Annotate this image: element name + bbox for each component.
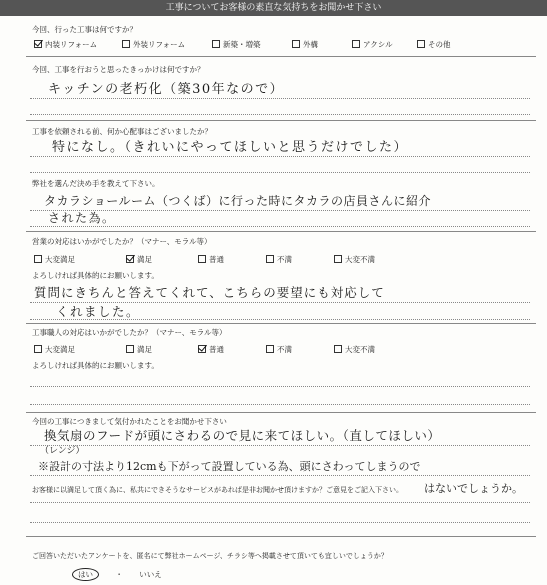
- answer-line: [30, 98, 530, 99]
- q9-options: [72, 568, 162, 581]
- answer-line: [30, 386, 530, 387]
- q5-option-label: 大変不満: [345, 255, 375, 264]
- checkbox-icon: [266, 255, 274, 263]
- checkbox-icon: [334, 255, 342, 263]
- q9-no-option[interactable]: いいえ: [139, 570, 162, 579]
- q1-option-label: その他: [428, 40, 451, 49]
- q6-option-label: 大変満足: [45, 345, 75, 354]
- checkbox-icon: [198, 255, 206, 263]
- q9-separator: ・: [115, 570, 123, 579]
- checkbox-icon: [417, 40, 425, 48]
- divider: [26, 120, 536, 121]
- q7-question: 今回の工事につきまして気付かれたことをお聞かせ下さい: [32, 417, 227, 426]
- q6-detail-prompt: よろしければ具体的にお願いします。: [32, 361, 159, 370]
- divider: [26, 412, 536, 413]
- answer-line: [30, 172, 530, 173]
- q5-answer-line2[interactable]: くれました。: [56, 304, 141, 319]
- checkbox-checked-icon: [34, 40, 42, 48]
- q7-answer-line2[interactable]: ※設計の寸法より12cmも下がって設置している為、頭にさわってしまうので: [38, 460, 421, 473]
- divider: [26, 231, 536, 232]
- q5-option-label: 普通: [209, 255, 224, 264]
- q5-option-label: 大変満足: [45, 255, 75, 264]
- q5-option-very-dissatisfied[interactable]: [334, 254, 375, 265]
- q5-question: 営業の対応はいかがでしたか？（マナー、モラル等）: [32, 237, 212, 246]
- checkbox-icon: [34, 255, 42, 263]
- q6-option-label: 大変不満: [345, 345, 375, 354]
- answer-line: [30, 319, 530, 320]
- q1-option-label: 新築・増築: [223, 40, 261, 49]
- q1-question: 今回、行った工事は何ですか？: [32, 25, 137, 34]
- checkbox-icon: [266, 345, 274, 353]
- q6-option-very-dissatisfied[interactable]: [334, 344, 375, 355]
- q2-question: 今回、工事を行おうと思ったきっかけは何ですか？: [32, 65, 205, 74]
- checkbox-icon: [34, 345, 42, 353]
- checkbox-checked-icon: [126, 255, 134, 263]
- q1-option-label: 内装リフォーム: [45, 40, 98, 49]
- answer-line: [30, 114, 530, 115]
- form-header: 工事についてお客様の素直な気持ちをお聞かせ下さい: [0, 0, 547, 16]
- q3-answer[interactable]: 特になし。（きれいにやってほしいと思うだけでした）: [52, 140, 409, 155]
- checkbox-icon: [212, 40, 220, 48]
- q8-answer[interactable]: はないでしょうか。: [424, 482, 523, 495]
- answer-line: [30, 156, 530, 157]
- divider: [26, 56, 536, 57]
- checkbox-icon: [126, 345, 134, 353]
- answer-line: [30, 502, 530, 503]
- q1-option-exterior-structure[interactable]: [292, 39, 318, 50]
- q6-option-label: 不満: [277, 345, 292, 354]
- checkbox-icon: [352, 40, 360, 48]
- q4-answer-line2[interactable]: された為。: [48, 211, 116, 225]
- q1-option-acsil[interactable]: [352, 39, 393, 50]
- q6-option-very-satisfied[interactable]: [34, 344, 75, 355]
- q6-option-dissatisfied[interactable]: [266, 344, 292, 355]
- q5-answer-line1[interactable]: 質問にきちんと答えてくれて、こちらの要望にも対応して: [34, 285, 385, 300]
- q2-answer[interactable]: キッチンの老朽化（築30年なので）: [48, 82, 285, 97]
- q1-option-interior[interactable]: [34, 39, 97, 50]
- q6-option-normal[interactable]: [198, 344, 224, 355]
- q7-answer-line1[interactable]: 換気扇のフードが頭にさわるので見に来てほしい。（直してほしい）: [44, 428, 441, 443]
- answer-line: [30, 404, 530, 405]
- q3-question: 工事を依頼される前、何か心配事はございましたか？: [32, 127, 212, 136]
- answer-line: [30, 522, 530, 523]
- answer-line: [30, 226, 530, 227]
- q4-answer-line1[interactable]: タカラショールーム（つくば）に行った時にタカラの店員さんに紹介: [44, 194, 432, 208]
- q6-option-label: 普通: [209, 345, 224, 354]
- q1-option-exterior[interactable]: [122, 39, 185, 50]
- divider: [26, 536, 536, 537]
- checkbox-icon: [122, 40, 130, 48]
- q5-option-satisfied[interactable]: [126, 254, 152, 265]
- divider: [26, 323, 536, 324]
- q9-yes-option[interactable]: はい: [72, 568, 99, 581]
- q4-question: 弊社を選んだ決め手を教えて下さい。: [32, 179, 160, 188]
- q5-option-normal[interactable]: [198, 254, 224, 265]
- q1-option-label: 外装リフォーム: [133, 40, 186, 49]
- q1-option-label: 外構: [303, 40, 318, 49]
- q5-option-very-satisfied[interactable]: [34, 254, 75, 265]
- q1-option-label: アクシル: [363, 40, 393, 49]
- checkbox-checked-icon: [198, 345, 206, 353]
- checkbox-icon: [334, 345, 342, 353]
- q1-option-newbuild[interactable]: [212, 39, 261, 50]
- q8-question: お客様に以満足して頂く為に、私共にできそうなサービスがあれば是非お聞かせ頂けますか？ご意見をご記入下さい。: [32, 486, 403, 494]
- q5-option-label: 満足: [137, 255, 152, 264]
- q6-question: 工事職人の対応はいかがでしたか？（マナー、モラル等）: [32, 328, 227, 337]
- q9-question: ご回答いただいたアンケートを、匿名にて弊社ホームページ、チラシ等へ掲載させて頂いても宜しいでしょうか？: [32, 552, 388, 560]
- q1-option-other[interactable]: [417, 39, 451, 50]
- q7-answer-note[interactable]: （レンジ）: [40, 446, 85, 456]
- checkbox-icon: [292, 40, 300, 48]
- answer-line: [30, 445, 530, 446]
- q5-detail-prompt: よろしければ具体的にお願いします。: [32, 271, 159, 280]
- q6-option-satisfied[interactable]: [126, 344, 152, 355]
- q5-option-label: 不満: [277, 255, 292, 264]
- answer-line: [30, 475, 530, 476]
- q5-option-dissatisfied[interactable]: [266, 254, 292, 265]
- q6-option-label: 満足: [137, 345, 152, 354]
